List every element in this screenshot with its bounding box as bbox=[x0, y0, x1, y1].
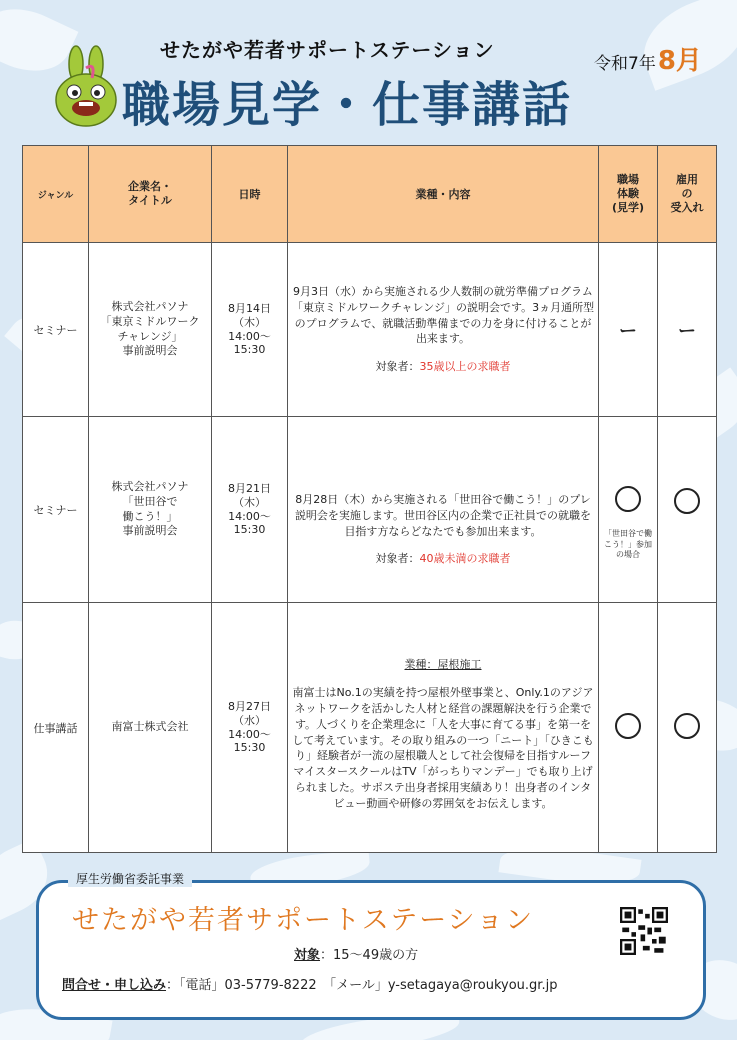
target-line bbox=[290, 359, 596, 375]
date-line: （木） bbox=[233, 315, 266, 329]
date-line: 14:00～ bbox=[228, 509, 271, 523]
company-line: 事前説明会 bbox=[122, 344, 178, 358]
row-hire bbox=[658, 243, 717, 417]
company-line: 株式会社パソナ bbox=[111, 479, 189, 493]
header-visit-line1: 職場 bbox=[617, 172, 639, 186]
visit-note: 「世田谷で働こう！」参加の場合 bbox=[604, 529, 652, 560]
company-line: 「東京ミドルワーク bbox=[100, 314, 200, 328]
row-datetime bbox=[212, 243, 288, 417]
header-company-line2: タイトル bbox=[128, 194, 172, 207]
target-line bbox=[290, 551, 596, 567]
date-line: 8月21日 bbox=[228, 482, 271, 495]
industry-label: 業種：屋根施工 bbox=[404, 657, 482, 671]
row-visit bbox=[599, 417, 658, 603]
date-line: 15:30 bbox=[233, 741, 266, 755]
footer-tag: 厚生労働省委託事業 bbox=[68, 870, 192, 887]
header-hire bbox=[658, 146, 717, 243]
events-table bbox=[22, 145, 717, 853]
header-genre: ジャンル bbox=[23, 146, 89, 243]
era-year: 令和7年 bbox=[594, 54, 656, 74]
available-circle-icon bbox=[615, 713, 641, 739]
table-row bbox=[23, 417, 717, 603]
row-company bbox=[89, 417, 212, 603]
company-line: 株式会社パソナ bbox=[111, 299, 189, 313]
row-visit bbox=[599, 243, 658, 417]
target-label: 対象者： bbox=[375, 360, 420, 374]
header-datetime: 日時 bbox=[212, 146, 288, 243]
target-value: 40歳未満の求職者 bbox=[419, 552, 511, 566]
issue-month: 8月 bbox=[657, 46, 702, 76]
row-company bbox=[89, 243, 212, 417]
header-company bbox=[89, 146, 212, 243]
page-header bbox=[0, 0, 737, 140]
date-line: （木） bbox=[233, 495, 266, 509]
footer-contact bbox=[62, 974, 557, 993]
row-genre: セミナー bbox=[23, 417, 89, 603]
org-title: せたがや若者サポートステーション bbox=[160, 38, 495, 62]
not-applicable-mark: ー bbox=[678, 320, 696, 342]
row-hire bbox=[658, 603, 717, 853]
row-content bbox=[288, 243, 599, 417]
date-line: 14:00～ bbox=[228, 727, 271, 741]
header-visit-line2: 体験 bbox=[617, 186, 639, 200]
header-visit bbox=[599, 146, 658, 243]
header-hire-line2: の bbox=[681, 186, 693, 200]
date-line: 8月27日 bbox=[228, 700, 271, 713]
company-line: 働こう！」 bbox=[122, 509, 178, 523]
content-text: 8月28日（木）から実施される「世田谷で働こう！」のプレ説明会を実施します。世田谷区内の企業で正社員での就職を目指す方ならどなたでも参加出来ます。 bbox=[294, 492, 592, 538]
table-row bbox=[23, 603, 717, 853]
header-visit-line3: (見学) bbox=[611, 201, 645, 215]
row-datetime bbox=[212, 603, 288, 853]
table-header-row bbox=[23, 146, 717, 243]
available-circle-icon bbox=[674, 713, 700, 739]
row-visit bbox=[599, 603, 658, 853]
header-company-line1: 企業名・ bbox=[128, 179, 172, 193]
qr-code-icon[interactable] bbox=[620, 907, 668, 955]
company-line: 南富士株式会社 bbox=[111, 720, 189, 734]
header-hire-line1: 雇用 bbox=[676, 172, 698, 186]
row-content bbox=[288, 603, 599, 853]
available-circle-icon bbox=[674, 488, 700, 514]
date-line: （水） bbox=[233, 713, 266, 727]
target-value: ：15～49歳の方 bbox=[320, 948, 419, 963]
not-applicable-mark: ー bbox=[619, 320, 637, 342]
company-line: 「世田谷で bbox=[122, 494, 178, 508]
row-genre: セミナー bbox=[23, 243, 89, 417]
company-line: 事前説明会 bbox=[122, 524, 178, 538]
row-datetime bbox=[212, 417, 288, 603]
date-line: 8月14日 bbox=[228, 302, 271, 315]
footer-target bbox=[294, 944, 418, 963]
target-label: 対象 bbox=[294, 948, 321, 963]
date-line: 15:30 bbox=[233, 343, 266, 357]
row-company bbox=[89, 603, 212, 853]
header-hire-line3: 受入れ bbox=[670, 201, 704, 215]
table-row bbox=[23, 243, 717, 417]
mascot-icon bbox=[46, 42, 126, 132]
header-content: 業種・内容 bbox=[288, 146, 599, 243]
footer-org-name: せたがや若者サポートステーション bbox=[72, 905, 535, 936]
company-line: チャレンジ」 bbox=[117, 329, 183, 343]
page-title: 職場見学・仕事講話 bbox=[122, 77, 573, 133]
target-value: 35歳以上の求職者 bbox=[419, 360, 511, 374]
contact-label: 問合せ・申し込み bbox=[62, 978, 167, 993]
target-label: 対象者： bbox=[375, 552, 420, 566]
available-circle-icon bbox=[615, 486, 641, 512]
date-line: 15:30 bbox=[233, 523, 266, 537]
issue-date bbox=[594, 40, 702, 77]
row-content bbox=[288, 417, 599, 603]
row-genre: 仕事講話 bbox=[23, 603, 89, 853]
content-text: 南富士はNo.1の実績を持つ屋根外壁事業と、Only.1のアジアネットワークを活かした人材と経営の課題解決を行う企業です。人づくりを企業理念に「人を大事に育てる事」を第一をして考えています。その取り組みの一つ「ニート」「ひきこもり」経験者が一流の屋根職人として社会復帰を目指すルーフマイスタースクールはTV「がっちりマンデー」でも取り上げられました。サポステ出身者採用実績あり！出身者のインタビュー動画や研修の雰囲気をお伝えします。 bbox=[292, 685, 594, 811]
content-text: 9月3日（水）から実施される少人数制の就労準備プログラム「東京ミドルワークチャレンジ」の説明会です。3ヵ月通所型のプログラムで、就職活動準備までの力を身に付けることが出来ます。 bbox=[291, 284, 595, 346]
date-line: 14:00～ bbox=[228, 329, 271, 343]
row-hire bbox=[658, 417, 717, 603]
contact-value: ：「電話」03-5779-8222 「メール」y-setagaya@roukyou.gr.jp bbox=[166, 978, 558, 993]
